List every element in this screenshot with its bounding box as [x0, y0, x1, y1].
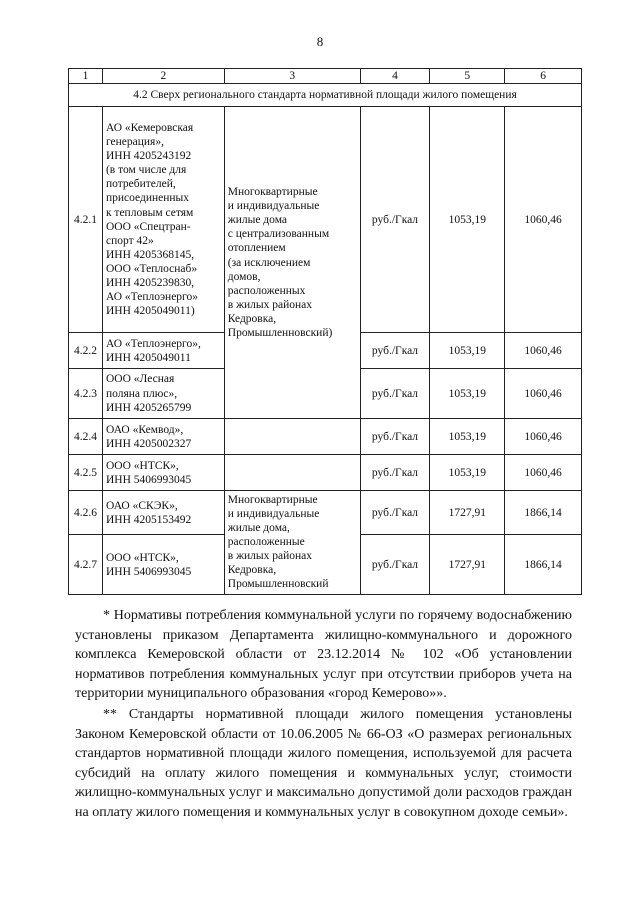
- object-line: Промышленновский): [227, 326, 333, 339]
- tariff-value-1: 1053,19: [430, 107, 505, 333]
- org-line: ИНН 4205153492: [105, 513, 192, 526]
- org-line: АО «Теплоэнерго»,: [105, 337, 201, 350]
- table-row: [69, 107, 582, 333]
- object-line: Промышленновский: [227, 578, 329, 591]
- object-line: Многоквартирные: [227, 494, 318, 507]
- object-line: расположенных: [227, 284, 306, 297]
- org-line: АО «Кемеровская: [105, 122, 194, 135]
- org-line: спорт 42»: [105, 234, 154, 247]
- tariff-value-2: 1060,46: [505, 333, 582, 369]
- footnote-hot-water: * Нормативы потребления коммунальной услуги по горячему водоснабжению установлены приказом Департамента жилищно-коммунального и дорожного комплекса Кемеровской области от 23.12.2014 № 102 «Об установлении нормативов потребления коммунальных услуг при отсутствии приборов учета на территории муниципального образования «город Кемерово»».: [75, 608, 572, 702]
- header-cell: 2: [102, 69, 224, 84]
- object-line: жилые дома: [227, 214, 287, 227]
- object-line: в жилых районах: [227, 298, 313, 311]
- object-category-cell-empty: [224, 455, 360, 491]
- unit-cell: руб./Гкал: [360, 535, 430, 595]
- row-number: 4.2.4: [69, 419, 103, 455]
- object-line: расположенные: [227, 536, 305, 549]
- object-line: отоплением: [227, 242, 286, 255]
- object-line: Кедровка,: [227, 312, 277, 325]
- row-number: 4.2.7: [69, 535, 103, 595]
- object-line: (за исключением: [227, 256, 311, 269]
- org-line: ООО «Спецтран-: [105, 220, 191, 233]
- unit-cell: руб./Гкал: [360, 491, 430, 535]
- tariff-value-1: 1727,91: [430, 491, 505, 535]
- org-line: к тепловым сетям: [105, 206, 194, 219]
- org-line: ИНН 4205002327: [105, 437, 192, 450]
- table-row: [69, 455, 582, 491]
- header-cell: 3: [224, 69, 360, 84]
- org-line: присоединенных: [105, 192, 190, 205]
- org-line: АО «Теплоэнерго»: [105, 290, 198, 303]
- object-line: Многоквартирные: [227, 186, 318, 199]
- table-row: [69, 491, 582, 535]
- object-line: жилые дома,: [227, 522, 290, 535]
- org-line: ООО «Теплоснаб»: [105, 262, 198, 275]
- object-line: и индивидуальные: [227, 200, 320, 213]
- row-number: 4.2.5: [69, 455, 103, 491]
- org-line: ООО «Лесная: [105, 373, 175, 386]
- org-line: ИНН 4205049011): [105, 304, 195, 317]
- org-line: ООО «НТСК»,: [105, 551, 179, 564]
- row-number: 4.2.3: [69, 369, 103, 419]
- organization-cell: [102, 369, 224, 419]
- tariff-table: [68, 68, 582, 595]
- organization-cell: [102, 491, 224, 535]
- unit-cell: руб./Гкал: [360, 419, 430, 455]
- org-line: ОАО «Кемвод»,: [105, 423, 184, 436]
- org-line: ИНН 4205243192: [105, 150, 192, 163]
- org-line: ИНН 4205265799: [105, 401, 192, 414]
- org-line: ИНН 5406993045: [105, 565, 192, 578]
- header-cell: 4: [360, 69, 430, 84]
- object-category-cell-empty: [224, 419, 360, 455]
- tariff-value-2: 1060,46: [505, 369, 582, 419]
- row-number: 4.2.6: [69, 491, 103, 535]
- org-line: ИНН 4205049011: [105, 351, 191, 364]
- org-line: потребителей,: [105, 178, 176, 191]
- org-line: ИНН 4205368145,: [105, 248, 195, 261]
- object-line: в жилых районах: [227, 550, 313, 563]
- org-line: ИНН 4205239830,: [105, 276, 195, 289]
- unit-cell: руб./Гкал: [360, 455, 430, 491]
- header-cell: 5: [430, 69, 505, 84]
- organization-cell: [102, 333, 224, 369]
- tariff-value-2: 1060,46: [505, 455, 582, 491]
- page-number: 8: [316, 34, 324, 49]
- tariff-value-1: 1053,19: [430, 455, 505, 491]
- org-line: (в том числе для: [105, 164, 187, 177]
- object-line: и индивидуальные: [227, 508, 320, 521]
- object-category-cell: [224, 107, 360, 419]
- object-line: с централизованным: [227, 228, 330, 241]
- org-line: ИНН 5406993045: [105, 473, 192, 486]
- header-cell: 6: [505, 69, 582, 84]
- tariff-value-1: 1053,19: [430, 419, 505, 455]
- tariff-value-1: 1727,91: [430, 535, 505, 595]
- org-line: ООО «НТСК»,: [105, 459, 179, 472]
- section-row: [69, 84, 582, 107]
- object-line: Кедровка,: [227, 564, 277, 577]
- footnote-housing-standards: ** Стандарты нормативной площади жилого помещения установлены Законом Кемеровской области от 10.06.2005 № 66-ОЗ «О размерах региональных стандартов нормативной площади жилого помещения, используемой для расчета субсидий на оплату жилого помещения и коммунальных услуг, стоимости жилищно-коммунальных услуг и максимально допустимой доли расходов граждан на оплату жилого помещения и коммунальных услуг в совокупном доходе семьи».: [75, 706, 572, 820]
- org-line: поляна плюс»,: [105, 387, 178, 400]
- row-number: 4.2.2: [69, 333, 103, 369]
- organization-cell: [102, 107, 224, 333]
- organization-cell: [102, 535, 224, 595]
- table-header-row: [69, 69, 582, 84]
- tariff-value-2: 1866,14: [505, 535, 582, 595]
- object-category-cell: [224, 491, 360, 595]
- organization-cell: [102, 419, 224, 455]
- tariff-value-2: 1060,46: [505, 107, 582, 333]
- tariff-value-1: 1053,19: [430, 369, 505, 419]
- unit-cell: руб./Гкал: [360, 369, 430, 419]
- header-cell: 1: [69, 69, 103, 84]
- org-line: ОАО «СКЭК»,: [105, 499, 178, 512]
- organization-cell: [102, 455, 224, 491]
- org-line: генерация»,: [105, 136, 164, 149]
- unit-cell: руб./Гкал: [360, 107, 430, 333]
- tariff-value-2: 1866,14: [505, 491, 582, 535]
- unit-cell: руб./Гкал: [360, 333, 430, 369]
- tariff-value-1: 1053,19: [430, 333, 505, 369]
- tariff-value-2: 1060,46: [505, 419, 582, 455]
- section-title: 4.2 Сверх регионального стандарта нормативной площади жилого помещения: [69, 84, 582, 107]
- object-line: домов,: [227, 270, 261, 283]
- footnotes: [75, 606, 572, 824]
- row-number: 4.2.1: [69, 107, 103, 333]
- table-row: [69, 419, 582, 455]
